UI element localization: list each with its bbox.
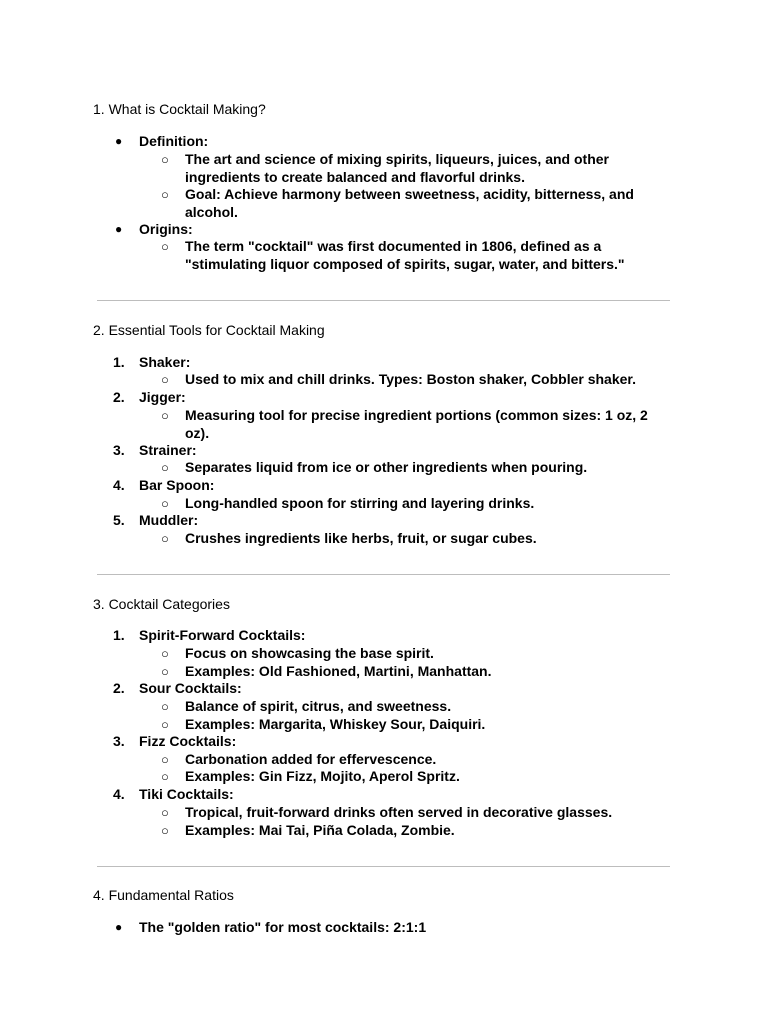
item-label: The "golden ratio" for most cocktails: 2:1:1 <box>139 919 427 935</box>
circle-bullet-icon: ○ <box>161 531 169 546</box>
horizontal-divider <box>97 574 670 575</box>
sub-item-text: Tropical, fruit-forward drinks often served in decorative glasses. <box>185 804 613 820</box>
section-heading-cocktail-categories: 3. Cocktail Categories <box>93 596 230 612</box>
circle-bullet-icon: ○ <box>161 752 169 767</box>
number-marker: 4. <box>113 477 125 493</box>
sub-item-text: The art and science of mixing spirits, liqueurs, juices, and other ingredients to create balanced and flavorful drinks. <box>185 151 609 185</box>
section-heading-what-is-cocktail-making: 1. What is Cocktail Making? <box>93 101 266 117</box>
bullet-marker: ● <box>115 222 123 236</box>
item-label: Muddler: <box>139 512 199 528</box>
horizontal-divider <box>97 866 670 867</box>
sub-item-text: Measuring tool for precise ingredient portions (common sizes: 1 oz, 2 oz). <box>185 407 648 441</box>
sub-item-text: Focus on showcasing the base spirit. <box>185 645 434 661</box>
item-label: Bar Spoon: <box>139 477 215 493</box>
sub-item-text: Examples: Gin Fizz, Mojito, Aperol Spritz. <box>185 768 460 784</box>
circle-bullet-icon: ○ <box>161 717 169 732</box>
number-marker: 2. <box>113 680 125 696</box>
sub-item-text: Long-handled spoon for stirring and layering drinks. <box>185 495 535 511</box>
number-marker: 4. <box>113 786 125 802</box>
circle-bullet-icon: ○ <box>161 152 169 167</box>
circle-bullet-icon: ○ <box>161 239 169 254</box>
item-label: Origins: <box>139 221 193 237</box>
sub-item-text: Examples: Old Fashioned, Martini, Manhattan. <box>185 663 492 679</box>
number-marker: 1. <box>113 627 125 643</box>
item-label: Jigger: <box>139 389 186 405</box>
sub-item-text: Separates liquid from ice or other ingredients when pouring. <box>185 459 588 475</box>
circle-bullet-icon: ○ <box>161 664 169 679</box>
item-label: Definition: <box>139 133 209 149</box>
circle-bullet-icon: ○ <box>161 460 169 475</box>
item-label: Sour Cocktails: <box>139 680 242 696</box>
number-marker: 3. <box>113 442 125 458</box>
circle-bullet-icon: ○ <box>161 372 169 387</box>
item-label: Shaker: <box>139 354 191 370</box>
item-label: Spirit-Forward Cocktails: <box>139 627 306 643</box>
circle-bullet-icon: ○ <box>161 769 169 784</box>
circle-bullet-icon: ○ <box>161 496 169 511</box>
section-heading-essential-tools: 2. Essential Tools for Cocktail Making <box>93 322 325 338</box>
circle-bullet-icon: ○ <box>161 187 169 202</box>
sub-item-text: Crushes ingredients like herbs, fruit, or sugar cubes. <box>185 530 537 546</box>
sub-item-text: Examples: Margarita, Whiskey Sour, Daiquiri. <box>185 716 486 732</box>
horizontal-divider <box>97 300 670 301</box>
circle-bullet-icon: ○ <box>161 823 169 838</box>
section-heading-fundamental-ratios: 4. Fundamental Ratios <box>93 887 234 903</box>
circle-bullet-icon: ○ <box>161 646 169 661</box>
sub-item-text: Goal: Achieve harmony between sweetness, acidity, bitterness, and alcohol. <box>185 186 634 220</box>
number-marker: 3. <box>113 733 125 749</box>
circle-bullet-icon: ○ <box>161 408 169 423</box>
sub-item-text: Examples: Mai Tai, Piña Colada, Zombie. <box>185 822 455 838</box>
circle-bullet-icon: ○ <box>161 805 169 820</box>
sub-item-text: Used to mix and chill drinks. Types: Boston shaker, Cobbler shaker. <box>185 371 636 387</box>
sub-item-text: The term "cocktail" was first documented in 1806, defined as a "stimulating liquor composed of spirits, sugar, water, and bitters." <box>185 238 625 272</box>
item-label: Strainer: <box>139 442 197 458</box>
item-label: Fizz Cocktails: <box>139 733 237 749</box>
bullet-marker: ● <box>115 920 123 934</box>
number-marker: 1. <box>113 354 125 370</box>
circle-bullet-icon: ○ <box>161 699 169 714</box>
sub-item-text: Balance of spirit, citrus, and sweetness. <box>185 698 452 714</box>
number-marker: 5. <box>113 512 125 528</box>
item-label: Tiki Cocktails: <box>139 786 234 802</box>
bullet-marker: ● <box>115 134 123 148</box>
number-marker: 2. <box>113 389 125 405</box>
sub-item-text: Carbonation added for effervescence. <box>185 751 437 767</box>
